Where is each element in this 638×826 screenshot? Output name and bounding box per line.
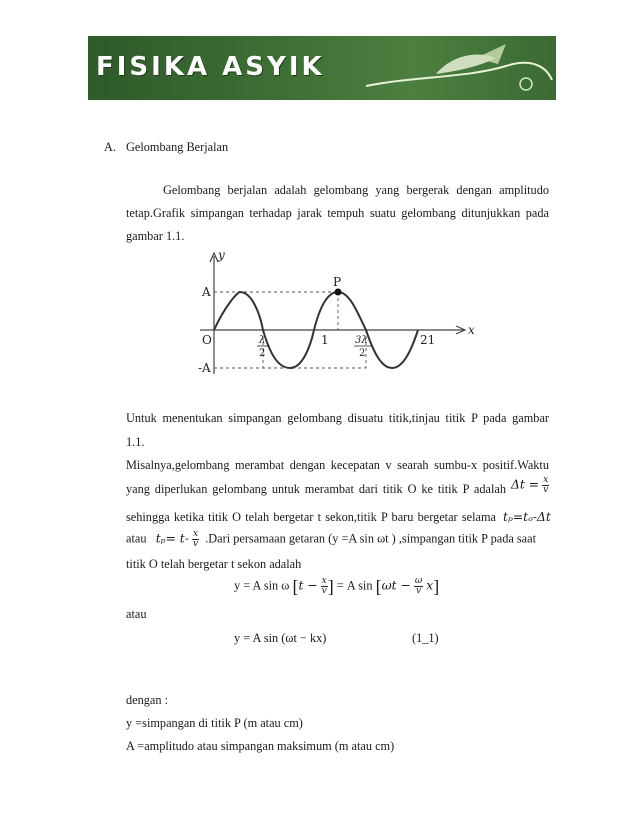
body-line-6-atau: atau [126, 531, 147, 546]
eq1-wt: ωt − [381, 578, 411, 593]
eq1-frac-2-den: v [415, 586, 422, 596]
eq1-frac-2 [414, 577, 423, 596]
wave-figure [190, 244, 490, 380]
eq1-frac-1-num: x [321, 576, 327, 586]
body-line-1: Untuk menentukan simpangan gelombang disuatu titik,tinjau titik P pada gambar [126, 411, 549, 425]
body-line-6 [126, 530, 536, 549]
equation-2: y = A sin (ωt − kx) [234, 631, 327, 645]
body-line-5-text: sehingga ketika titik O telah bergetar t sekon,titik P baru bergetar selama [126, 510, 496, 524]
definition-y: y =simpangan di titik P (m atau cm) [126, 716, 303, 730]
tick-lambda-half-num: λ [259, 335, 266, 346]
equation-1 [234, 577, 439, 596]
tick-three-lambda-half-den: 2 [359, 348, 366, 359]
body-line-6-rest: .Dari persamaan getaran (y =A sin ωt ) ,simpangan titik P pada saat [205, 531, 537, 546]
point-p-marker [335, 289, 342, 296]
header-banner [88, 36, 556, 100]
with-label: dengan : [126, 693, 169, 707]
eq1-bracket-open: [ [292, 576, 299, 597]
x-axis-label: x [468, 323, 475, 337]
equation-2-number: (1_1) [412, 631, 439, 645]
body-line-4-math [511, 476, 549, 495]
y-axis-label: y [218, 248, 225, 262]
eq1-bracket2-close: ] [433, 576, 440, 597]
tick-one-label: 1 [321, 333, 329, 347]
body-line-2: 1.1. [126, 435, 145, 449]
body-line-5-math: tₚ=tₒ-Δt [503, 510, 551, 524]
origin-label: O [202, 333, 212, 347]
tick-three-lambda-half-num: 3λ [355, 335, 368, 346]
eq1-frac-2-num: ω [414, 576, 423, 586]
intro-line-3: gambar 1.1. [126, 229, 185, 243]
tick-lambda-half-den: 2 [259, 348, 266, 359]
amplitude-label: A [202, 285, 211, 299]
tick-last-label: 21 [420, 333, 436, 347]
eq1-frac-1 [321, 577, 328, 596]
eq1-mid: = A sin [336, 578, 373, 593]
frac-den: v [543, 485, 549, 495]
eq1-bracket-close: ] [327, 576, 334, 597]
eq1-t: t − [298, 578, 318, 593]
frac-num-2: x [192, 529, 199, 539]
frac-den-2: v [192, 539, 199, 549]
body-line-3: Misalnya,gelombang merambat dengan kecepatan v searah sumbu-x positif.Waktu [126, 458, 549, 472]
x-over-v-fraction-2 [192, 530, 199, 549]
body-line-7: titik O telah bergetar t sekon adalah [126, 557, 302, 571]
eq1-left: y = A sin ω [234, 578, 290, 593]
intro-line-2: tetap.Grafik simpangan terhadap jarak tempuh suatu gelombang ditunjukkan pada [126, 206, 549, 220]
or-label: atau [126, 607, 147, 621]
definition-a: A =amplitudo atau simpangan maksimum (m atau cm) [126, 739, 395, 753]
body-line-4-text: yang diperlukan gelombang untuk merambat dari titik O ke titik P adalah [126, 482, 506, 496]
section-title: Gelombang Berjalan [126, 140, 229, 154]
neg-amplitude-label: -A [198, 361, 211, 375]
delta-t-expr: Δt = [511, 477, 540, 492]
eq1-frac-1-den: v [321, 586, 327, 596]
banner-logo-swirl-icon [356, 36, 556, 100]
point-p-label: P [333, 275, 342, 289]
banner-title: FISIKA ASYIK [96, 52, 325, 82]
eq1-x: x [426, 578, 434, 593]
tp-expr: tₚ= t- [155, 531, 189, 546]
section-letter: A. [104, 140, 116, 154]
intro-line-1: Gelombang berjalan adalah gelombang yang bergerak dengan amplitudo [163, 183, 549, 197]
frac-num: x [543, 475, 549, 485]
x-over-v-fraction [542, 476, 549, 495]
eq1-bracket2-open: [ [375, 576, 382, 597]
